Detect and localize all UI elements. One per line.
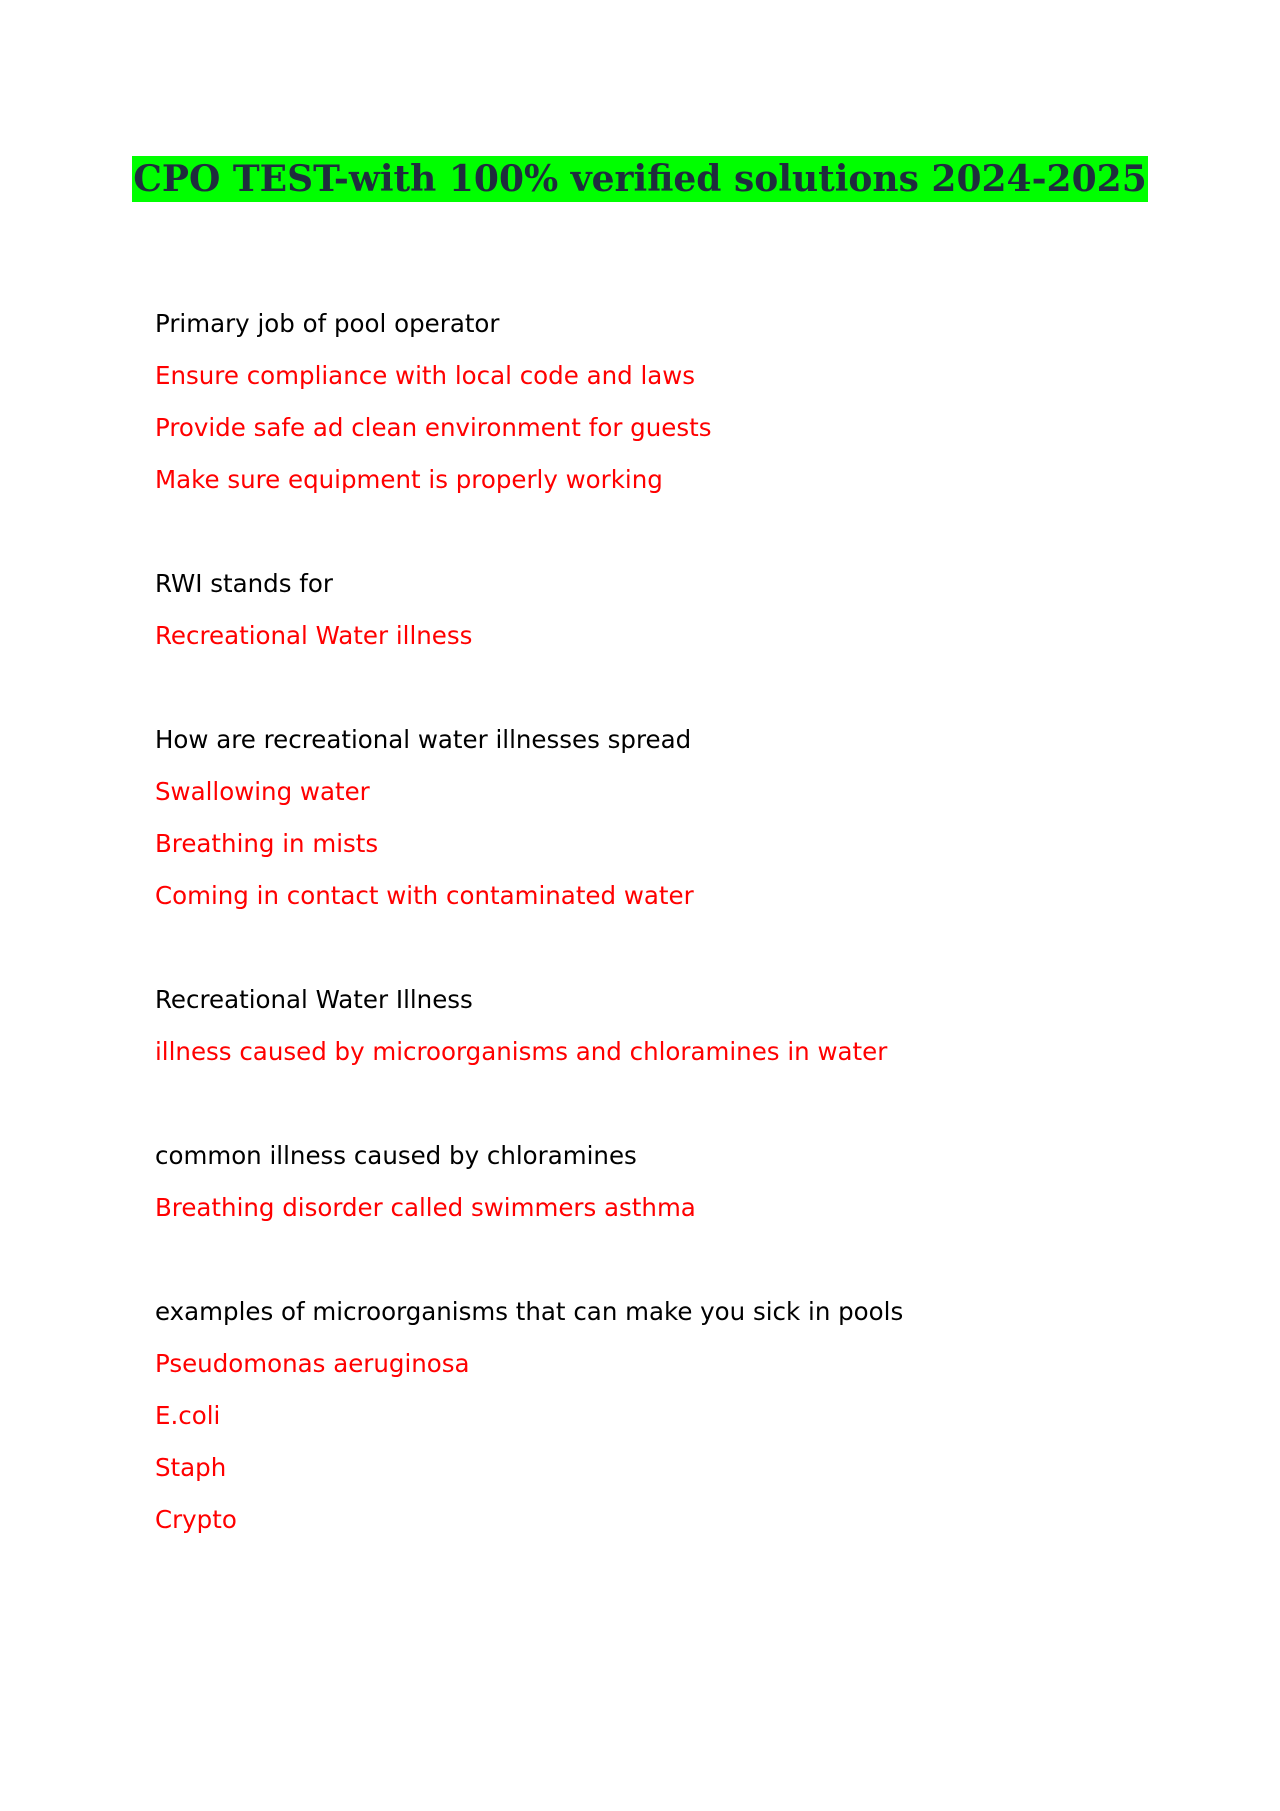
title-block: [0, 156, 1280, 202]
answer-text: Swallowing water: [155, 777, 370, 806]
answer-text: Crypto: [155, 1505, 237, 1534]
answer-text: Breathing in mists: [155, 829, 379, 858]
question-text: examples of microorganisms that can make you sick in pools: [155, 1297, 904, 1326]
qa-item: [155, 558, 1155, 662]
document-title: CPO TEST-with 100% verified solutions 2024-2025: [133, 158, 1147, 200]
answer-text: Make sure equipment is properly working: [155, 465, 663, 494]
qa-list: [155, 298, 1155, 1598]
answer-text: Staph: [155, 1453, 227, 1482]
answer-text: Pseudomonas aeruginosa: [155, 1349, 470, 1378]
qa-item: [155, 1286, 1155, 1546]
answer-text: illness caused by microorganisms and chloramines in water: [155, 1037, 888, 1066]
answer-text: Coming in contact with contaminated water: [155, 881, 694, 910]
question-text: Recreational Water Illness: [155, 985, 473, 1014]
question-text: Primary job of pool operator: [155, 309, 500, 338]
answer-text: Breathing disorder called swimmers asthma: [155, 1193, 696, 1222]
answer-text: Ensure compliance with local code and laws: [155, 361, 696, 390]
answer-text: Recreational Water illness: [155, 621, 473, 650]
answer-text: Provide safe ad clean environment for guests: [155, 413, 712, 442]
question-text: How are recreational water illnesses spread: [155, 725, 692, 754]
qa-item: [155, 298, 1155, 506]
answer-text: E.coli: [155, 1401, 221, 1430]
question-text: common illness caused by chloramines: [155, 1141, 637, 1170]
qa-item: [155, 974, 1155, 1078]
qa-item: [155, 714, 1155, 922]
question-text: RWI stands for: [155, 569, 333, 598]
qa-item: [155, 1130, 1155, 1234]
